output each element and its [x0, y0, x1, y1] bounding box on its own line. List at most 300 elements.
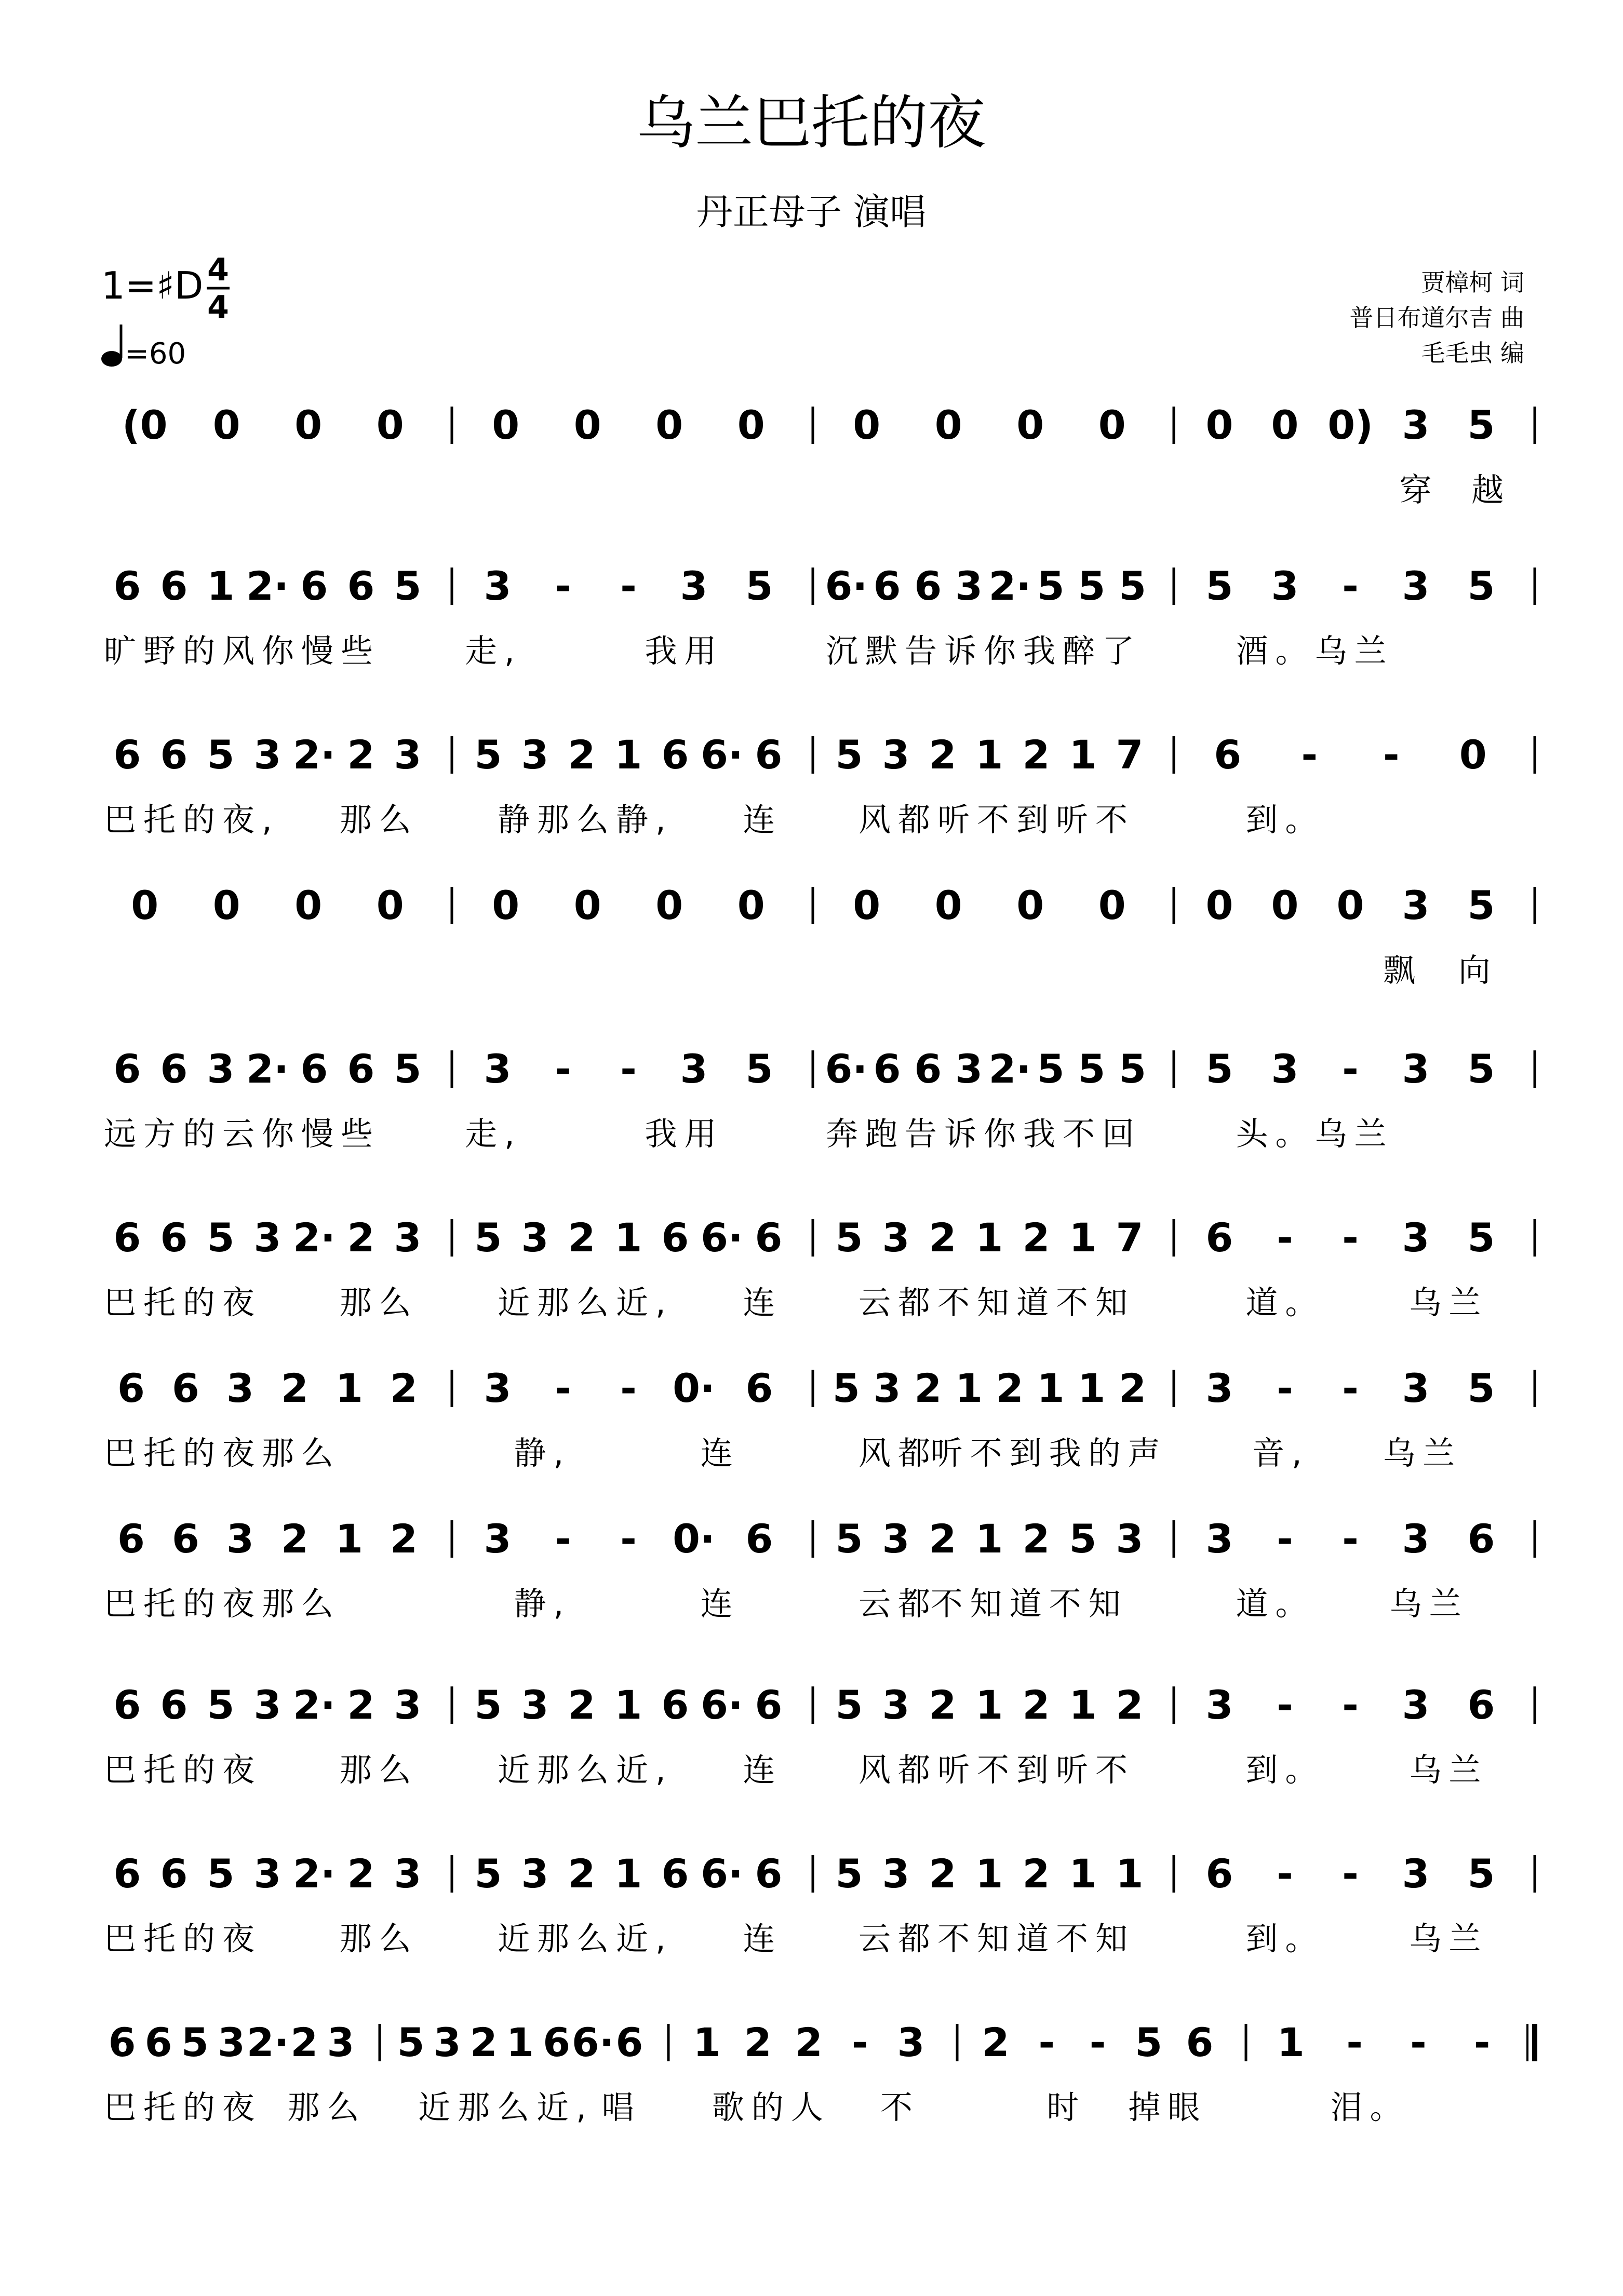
note: 3 — [521, 1214, 549, 1261]
note: 6· — [825, 563, 868, 609]
note: 3 — [1402, 1214, 1430, 1261]
note: 5 — [474, 1682, 502, 1728]
note: 0 — [853, 402, 881, 448]
lyric-syllable: 到。 — [1245, 801, 1325, 839]
note: 5 — [835, 1214, 863, 1261]
note: 1 — [1069, 1214, 1097, 1261]
lyric-syllable: 巴托的夜 — [104, 1284, 262, 1321]
note: 5 — [1467, 1046, 1495, 1092]
note: 1 — [336, 1365, 363, 1411]
note: 5 — [397, 2019, 425, 2065]
note: 0 — [934, 402, 962, 448]
note: 3 — [1271, 1046, 1299, 1092]
note: 2 — [1022, 1214, 1050, 1261]
note: 3 — [433, 2019, 461, 2065]
sustain-dash: - — [620, 563, 637, 609]
note: 5 — [394, 1046, 422, 1092]
lyric-syllable: 静, — [514, 1585, 571, 1623]
note: 0 — [212, 402, 240, 448]
sustain-dash: - — [1342, 1214, 1359, 1261]
note: 1 — [975, 1214, 1003, 1261]
note: 2· — [246, 563, 289, 609]
note: 3 — [1402, 402, 1430, 448]
score-system — [104, 1046, 1535, 1153]
note: 6 — [160, 1046, 188, 1092]
note: 5 — [745, 1046, 773, 1092]
lyric-syllable: 风都 — [859, 1434, 938, 1472]
note: 2 — [347, 1214, 375, 1261]
note: 2· — [293, 1214, 336, 1261]
note: 1 — [614, 1851, 642, 1897]
note: 2 — [929, 1682, 957, 1728]
note: 5 — [1467, 563, 1495, 609]
note: 6· — [701, 732, 743, 778]
note: 5 — [1078, 1046, 1106, 1092]
note: 6 — [755, 732, 783, 778]
note: 1 — [975, 732, 1003, 778]
note: 0 — [376, 402, 404, 448]
note: 5 — [835, 1851, 863, 1897]
note: 6 — [160, 563, 188, 609]
note: 3 — [1205, 1365, 1233, 1411]
note: 3 — [882, 1851, 910, 1897]
note: 0) — [1327, 402, 1373, 448]
note: 6 — [661, 732, 689, 778]
note: 6 — [160, 1682, 188, 1728]
note: 3 — [897, 2019, 925, 2065]
sustain-dash: - — [555, 1365, 571, 1411]
lyric-syllable: 连 — [743, 1920, 783, 1957]
note: 1 — [614, 1682, 642, 1728]
lyric-syllable: 乌兰 — [1389, 1585, 1469, 1623]
lyric-syllable: 乌兰 — [1409, 1284, 1488, 1321]
lyric-syllable: 沉默告诉你我醉了 — [826, 632, 1142, 670]
sustain-dash: - — [1473, 2019, 1491, 2065]
note: 2· — [246, 1046, 289, 1092]
note: 5 — [474, 1214, 502, 1261]
note: 2 — [568, 1214, 596, 1261]
note: 5 — [1119, 563, 1147, 609]
sustain-dash: - — [1342, 1046, 1359, 1092]
note: 3 — [1402, 563, 1430, 609]
note: 5 — [474, 732, 502, 778]
score-system — [104, 1214, 1535, 1321]
sustain-dash: - — [1342, 1851, 1359, 1897]
note: 3 — [1271, 563, 1299, 609]
note: 6 — [661, 1214, 689, 1261]
note: 6 — [1186, 2019, 1214, 2065]
note: 3 — [253, 732, 281, 778]
note: 1 — [1069, 732, 1097, 778]
note: 5 — [1467, 1214, 1495, 1261]
note: 3 — [521, 1851, 549, 1897]
lyric-syllable: 近那么近, — [498, 1284, 673, 1321]
note: 1 — [955, 1365, 983, 1411]
lyric-syllable: 巴托的夜 — [104, 1751, 262, 1789]
note: 6 — [160, 1851, 188, 1897]
score-system — [104, 732, 1535, 839]
note: 5 — [1467, 1365, 1495, 1411]
lyric-syllable: 歌的人 — [712, 2088, 830, 2126]
note: 3 — [1402, 1046, 1430, 1092]
lyric-syllable: 酒。乌兰 — [1236, 632, 1394, 670]
note: 6 — [117, 1516, 145, 1562]
note: 2 — [390, 1516, 418, 1562]
note: 5 — [1467, 882, 1495, 928]
note: 3 — [882, 1682, 910, 1728]
arranger-credit: 毛毛虫 编 — [1421, 339, 1524, 367]
score-system — [104, 1851, 1535, 1957]
note: 3 — [394, 1851, 422, 1897]
note: 5 — [207, 1851, 235, 1897]
score-system — [122, 402, 1535, 509]
lyric-syllable: 近那么近, — [498, 1751, 673, 1789]
sustain-dash: - — [1277, 1682, 1293, 1728]
sustain-dash: - — [620, 1516, 637, 1562]
sustain-dash: - — [1277, 1516, 1293, 1562]
note: 3 — [955, 563, 983, 609]
note: 3 — [484, 1046, 512, 1092]
lyric-syllable: 云都不知道不知 — [859, 1284, 1135, 1321]
note: 1 — [614, 1214, 642, 1261]
note: 3 — [1205, 1516, 1233, 1562]
note: 5 — [1205, 1046, 1233, 1092]
sustain-dash: - — [1277, 1214, 1293, 1261]
note: 5 — [1037, 1046, 1065, 1092]
lyric-syllable: 乌兰 — [1409, 1751, 1488, 1789]
note: 6 — [661, 1682, 689, 1728]
sustain-dash: - — [555, 563, 571, 609]
note: 0 — [1205, 882, 1233, 928]
note: 5 — [181, 2019, 209, 2065]
note: 1 — [614, 732, 642, 778]
lyric-syllable: 走, — [465, 1115, 522, 1153]
note: 2 — [568, 1851, 596, 1897]
lyric-syllable: 连 — [743, 1751, 783, 1789]
note: 6 — [873, 1046, 901, 1092]
note: 1 — [1277, 2019, 1305, 2065]
note: 5 — [207, 1682, 235, 1728]
lyric-syllable: 近那么近, — [418, 2088, 594, 2126]
note: 6· — [701, 1851, 743, 1897]
sustain-dash: - — [1089, 2019, 1106, 2065]
lyric-syllable: 旷野的风你慢些 — [104, 632, 381, 670]
sustain-dash: - — [1277, 1851, 1293, 1897]
lyric-syllable: 巴托的夜, — [104, 801, 279, 839]
lyric-syllable: 我用 — [645, 632, 724, 670]
lyric-syllable: 音, — [1252, 1434, 1309, 1472]
note: 3 — [882, 1214, 910, 1261]
lyric-syllable: 云都 — [859, 1585, 938, 1623]
lyric-syllable: 巴托的夜 — [104, 2088, 262, 2126]
note: 3 — [1402, 1365, 1430, 1411]
key-signature: 1=♯D — [101, 264, 204, 307]
note: 2 — [744, 2019, 772, 2065]
note: 3 — [484, 1516, 512, 1562]
note: 0 — [294, 882, 323, 928]
note: 5 — [835, 1682, 863, 1728]
lyric-syllable: 那么 — [287, 2088, 367, 2126]
lyric-syllable: 道。 — [1236, 1585, 1315, 1623]
note: 5 — [394, 563, 422, 609]
score-system — [104, 1682, 1535, 1789]
note: 1 — [693, 2019, 721, 2065]
note: 2· — [293, 1682, 336, 1728]
note: 3 — [207, 1046, 235, 1092]
lyric-syllable: 不知道不知 — [930, 1585, 1128, 1623]
lyric-syllable: 飘 — [1383, 951, 1423, 989]
note: 0 — [934, 882, 962, 928]
note: 0 — [492, 882, 520, 928]
lyric-syllable: 连 — [700, 1585, 740, 1623]
note: 2 — [914, 1365, 942, 1411]
note: 0 — [1098, 402, 1126, 448]
note: 6 — [873, 563, 901, 609]
note: 0 — [376, 882, 404, 928]
note: 6 — [661, 1851, 689, 1897]
note: 6 — [172, 1365, 199, 1411]
lyric-syllable: 向 — [1458, 951, 1498, 989]
note: 0 — [1098, 882, 1126, 928]
sustain-dash: - — [555, 1046, 571, 1092]
note: 2 — [390, 1365, 418, 1411]
note: 2· — [293, 1851, 336, 1897]
note: 2 — [795, 2019, 823, 2065]
note: 2 — [347, 1682, 375, 1728]
composer-credit: 普日布道尔吉 曲 — [1349, 304, 1524, 332]
lyric-syllable: 我用 — [645, 1115, 724, 1153]
note: 0 — [212, 882, 240, 928]
song-title: 乌兰巴托的夜 — [637, 89, 986, 157]
note: 1 — [1078, 1365, 1106, 1411]
lyric-syllable: 那么 — [339, 801, 419, 839]
note: 0 — [1016, 882, 1044, 928]
note: 6 — [113, 732, 141, 778]
note: 0 — [1271, 882, 1299, 928]
note: 2· — [246, 2019, 289, 2065]
note: 3 — [1402, 1851, 1430, 1897]
note: 0 — [1205, 402, 1233, 448]
lyric-syllable: 连 — [743, 1284, 783, 1321]
note: 2 — [281, 1365, 308, 1411]
note: 3 — [484, 1365, 512, 1411]
note: 3 — [253, 1214, 281, 1261]
lyric-syllable: 风都听不到听不 — [859, 801, 1135, 839]
note: 3 — [521, 1682, 549, 1728]
note: 0 — [1271, 402, 1299, 448]
note: 3 — [484, 563, 512, 609]
note: 3 — [218, 2019, 245, 2065]
note: 5 — [1205, 563, 1233, 609]
note: 7 — [1116, 732, 1144, 778]
note: 6· — [571, 2019, 614, 2065]
note: 2 — [568, 1682, 596, 1728]
note: 6 — [160, 1214, 188, 1261]
note: 6 — [300, 563, 328, 609]
note: 2 — [1022, 1682, 1050, 1728]
note: 2 — [929, 732, 957, 778]
note: 0 — [573, 882, 601, 928]
lyric-syllable: 头。乌兰 — [1236, 1115, 1394, 1153]
note: 3 — [1402, 882, 1430, 928]
score-systems — [104, 402, 1535, 2126]
lyric-syllable: 那么 — [339, 1751, 419, 1789]
sustain-dash: - — [620, 1046, 637, 1092]
note: 2 — [929, 1214, 957, 1261]
note: 6 — [755, 1214, 783, 1261]
lyric-syllable: 时 — [1047, 2088, 1087, 2126]
note: 2 — [1119, 1365, 1147, 1411]
note: 2· — [988, 563, 1031, 609]
lyric-syllable: 掉眼 — [1128, 2088, 1208, 2126]
lyric-syllable: 巴托的夜那么 — [104, 1585, 341, 1623]
tempo-marking: =60 — [125, 337, 186, 371]
note: 6 — [914, 563, 942, 609]
note: 2· — [988, 1046, 1031, 1092]
note: 3 — [680, 1046, 708, 1092]
note: 5 — [474, 1851, 502, 1897]
note: 6· — [701, 1214, 743, 1261]
note: 2 — [347, 732, 375, 778]
note: 2 — [347, 1851, 375, 1897]
note: 6 — [1205, 1214, 1233, 1261]
note: 6 — [755, 1682, 783, 1728]
note: 2 — [1022, 732, 1050, 778]
note: 6 — [144, 2019, 172, 2065]
time-signature-numerator: 4 — [207, 252, 229, 288]
note: 3 — [1205, 1682, 1233, 1728]
lyric-syllable: 连 — [743, 801, 783, 839]
lyric-syllable: 听不到我的声 — [930, 1434, 1168, 1472]
lyric-syllable: 风都听不到听不 — [859, 1751, 1135, 1789]
note: 6 — [1205, 1851, 1233, 1897]
note: 6· — [825, 1046, 868, 1092]
sustain-dash: - — [1277, 1365, 1293, 1411]
note: 5 — [1467, 1851, 1495, 1897]
note: 5 — [1119, 1046, 1147, 1092]
note: 2 — [1116, 1682, 1144, 1728]
sustain-dash: - — [851, 2019, 868, 2065]
note: 5 — [1078, 563, 1106, 609]
note: 6 — [172, 1516, 199, 1562]
note: 6 — [543, 2019, 571, 2065]
note: 5 — [835, 1516, 863, 1562]
note: 2 — [290, 2019, 318, 2065]
lyric-syllable: 唱 — [601, 2088, 641, 2126]
note: 1 — [1116, 1851, 1144, 1897]
lyric-syllable: 越 — [1471, 471, 1511, 509]
note: 2· — [293, 732, 336, 778]
lyric-syllable: 静那么静, — [498, 801, 673, 839]
note: 3 — [327, 2019, 355, 2065]
lyric-syllable: 到。 — [1245, 1751, 1325, 1789]
note: 5 — [1467, 402, 1495, 448]
note: 5 — [745, 563, 773, 609]
sustain-dash: - — [1342, 1516, 1359, 1562]
note: 2 — [996, 1365, 1024, 1411]
score-system — [104, 1516, 1535, 1623]
quarter-note-icon — [101, 351, 122, 367]
lyric-syllable: 云都不知道不知 — [859, 1920, 1135, 1957]
sustain-dash: - — [1342, 1682, 1359, 1728]
lyric-syllable: 到。 — [1245, 1920, 1325, 1957]
lyric-syllable: 道。 — [1245, 1284, 1325, 1321]
lyric-syllable: 乌兰 — [1409, 1920, 1488, 1957]
note: 1 — [1037, 1365, 1065, 1411]
note: 5 — [832, 1365, 860, 1411]
note: 2 — [929, 1851, 957, 1897]
sustain-dash: - — [1342, 563, 1359, 609]
time-signature-denominator: 4 — [207, 289, 229, 326]
note: 3 — [226, 1516, 254, 1562]
note: 1 — [506, 2019, 534, 2065]
note: 6 — [113, 1851, 141, 1897]
note: 5 — [207, 732, 235, 778]
note: (0 — [122, 402, 168, 448]
note: 6 — [113, 563, 141, 609]
note: 0 — [131, 882, 159, 928]
note: 0 — [1459, 732, 1487, 778]
lyric-syllable: 巴托的夜那么 — [104, 1434, 341, 1472]
note: 6 — [347, 1046, 375, 1092]
note: 6 — [347, 563, 375, 609]
note: 0 — [655, 402, 683, 448]
note: 0 — [737, 402, 765, 448]
lyric-syllable: 远方的云你慢些 — [104, 1115, 381, 1153]
note: 3 — [680, 563, 708, 609]
sustain-dash: - — [1383, 732, 1400, 778]
note: 3 — [955, 1046, 983, 1092]
note: 1 — [1069, 1851, 1097, 1897]
note: 5 — [1135, 2019, 1163, 2065]
note: 0 — [294, 402, 323, 448]
note: 2 — [982, 2019, 1010, 2065]
lyric-syllable: 乌兰 — [1383, 1434, 1463, 1472]
note: 3 — [1402, 1516, 1430, 1562]
lyric-syllable: 走, — [465, 632, 522, 670]
note: 6 — [1467, 1682, 1495, 1728]
note: 6 — [300, 1046, 328, 1092]
lyric-syllable: 静, — [514, 1434, 571, 1472]
note: 2 — [470, 2019, 498, 2065]
note: 5 — [1037, 563, 1065, 609]
lyricist-credit: 贾樟柯 词 — [1421, 268, 1524, 296]
sustain-dash: - — [555, 1516, 571, 1562]
note: 3 — [226, 1365, 254, 1411]
note: 0 — [853, 882, 881, 928]
note: 6 — [745, 1365, 773, 1411]
note: 3 — [521, 732, 549, 778]
note: 6 — [1467, 1516, 1495, 1562]
note: 6 — [745, 1516, 773, 1562]
score-system — [104, 563, 1535, 670]
note: 2 — [1022, 1516, 1050, 1562]
note: 6 — [1214, 732, 1242, 778]
note: 6 — [113, 1214, 141, 1261]
lyric-syllable: 那么 — [339, 1920, 419, 1957]
note: 3 — [882, 732, 910, 778]
note: 2 — [281, 1516, 308, 1562]
note: 3 — [394, 1682, 422, 1728]
note: 5 — [1069, 1516, 1097, 1562]
performer-credit: 丹正母子 演唱 — [696, 191, 927, 233]
note: 6 — [113, 1046, 141, 1092]
note: 1 — [207, 563, 235, 609]
score-system — [104, 1365, 1535, 1472]
lyric-syllable: 近那么近, — [498, 1920, 673, 1957]
note: 3 — [1116, 1516, 1144, 1562]
sustain-dash: - — [1410, 2019, 1427, 2065]
